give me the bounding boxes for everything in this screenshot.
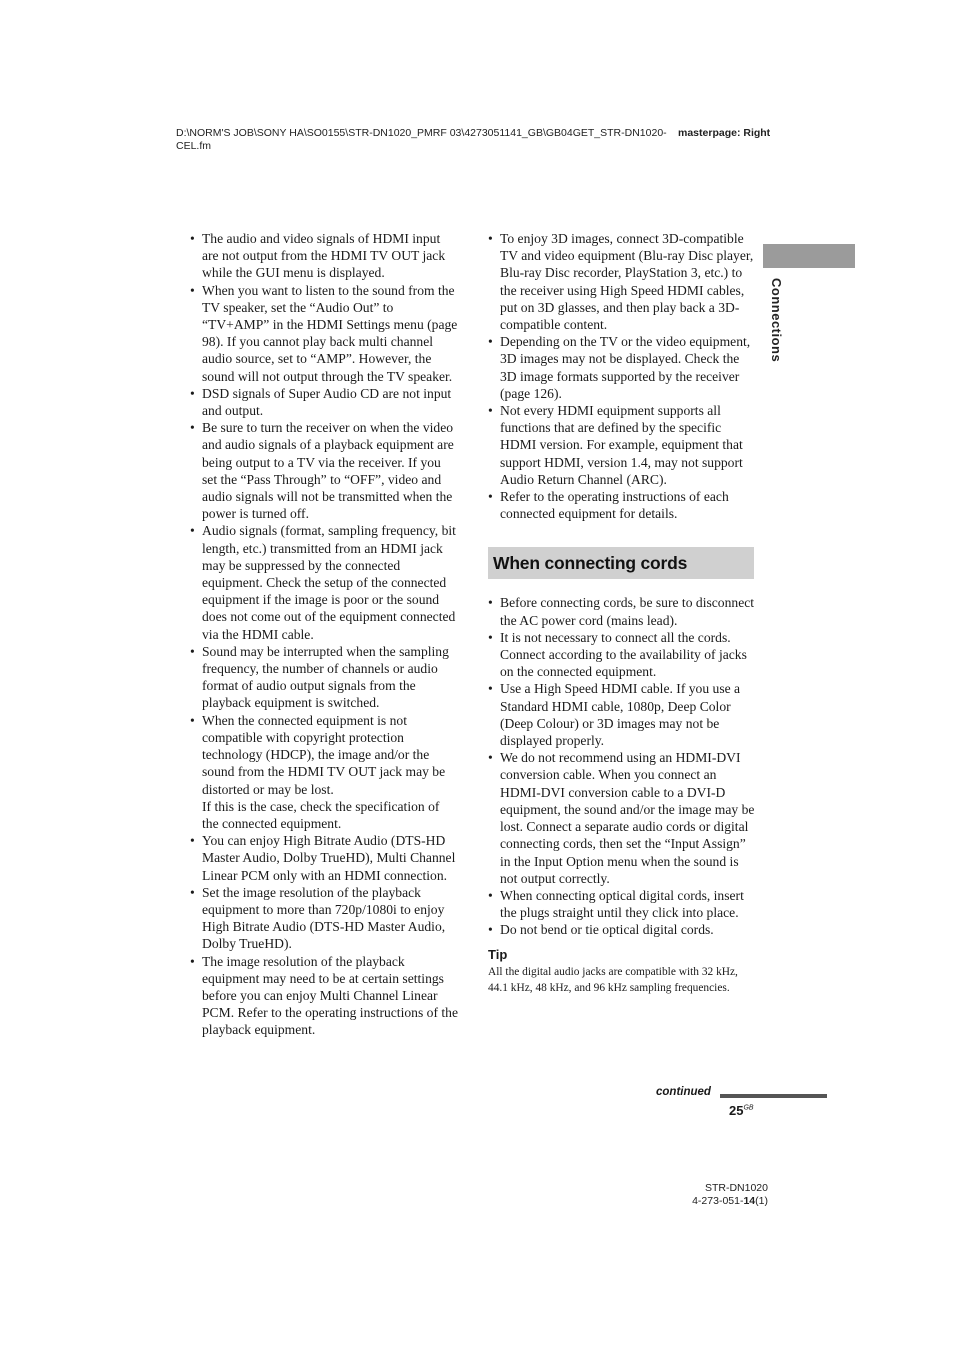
list-item: • When connecting optical digital cords, insert the plugs straight until they click into place. xyxy=(488,887,756,921)
section-heading: When connecting cords xyxy=(493,552,688,573)
list-item: • When you want to listen to the sound from the TV speaker, set the “Audio Out” to “TV+AMP” in the HDMI Settings menu (page 98). If you cannot play back multi channel audio source, set to “AMP”. However, the sound will not output through the TV speaker. xyxy=(190,282,458,385)
list-item: • Not every HDMI equipment supports all functions that are defined by the specific HDMI version. For example, equipment that support HDMI, version 1.4, may not support Audio Return Channel (ARC). xyxy=(488,402,756,488)
list-item: • It is not necessary to connect all the cords. Connect according to the availability of jacks on the connected equipment. xyxy=(488,629,756,681)
document-code xyxy=(680,1195,768,1208)
model-footer xyxy=(680,1182,768,1207)
list-item: • Set the image resolution of the playback equipment to more than 720p/1080i to enjoy High Bitrate Audio (DTS-HD Master Audio, Dolby TrueHD). xyxy=(190,884,458,953)
continued-rule xyxy=(720,1094,827,1098)
tip-heading: Tip xyxy=(488,946,508,962)
document-code-prefix: 4-273-051- xyxy=(692,1194,744,1207)
document-code-suffix: (1) xyxy=(755,1194,768,1207)
list-item: • Be sure to turn the receiver on when the video and audio signals of a playback equipment are being output to a TV via the receiver. If you set the “Pass Through” to “OFF”, video and audio signals will not be transmitted when the power is turned off. xyxy=(190,419,458,522)
left-bullet-list xyxy=(190,230,458,1039)
hdcp-note: If this is the case, check the specification of the connected equipment. xyxy=(202,798,440,831)
section-tab-label: Connections xyxy=(769,278,784,363)
list-item: • Do not bend or tie optical digital cords. xyxy=(488,921,756,938)
masterpage-label: masterpage: Right xyxy=(678,127,771,139)
model-number: STR-DN1020 xyxy=(704,1182,768,1194)
list-item: • DSD signals of Super Audio CD are not input and output. xyxy=(190,385,458,419)
list-item: • We do not recommend using an HDMI-DVI conversion cable. When you connect an HDMI-DVI conversion cable to a DVI-D equipment, the sound and/or the image may be lost. Connect a separate audio cords or digital connecting cords, then set the “Input Assign” in the Input Option menu when the sound is not output correctly. xyxy=(488,749,756,887)
list-item: • The image resolution of the playback equipment may need to be at certain settings before you can enjoy Multi Channel Linear PCM. Refer to the operating instructions of the playback equipment. xyxy=(190,953,458,1039)
section-heading-box xyxy=(488,547,754,579)
list-item-hdcp xyxy=(190,712,458,832)
list-item: • To enjoy 3D images, connect 3D-compatible TV and video equipment (Blu-ray Disc player, Blu-ray Disc recorder, PlayStation 3, etc.) to the receiver using High Speed HDMI cables, put on 3D glasses, and then play back a 3D-compatible content. xyxy=(488,230,756,333)
right-column xyxy=(488,230,756,996)
list-item: • The audio and video signals of HDMI input are not output from the HDMI TV OUT jack while the GUI menu is displayed. xyxy=(190,230,458,282)
list-item-text: When the connected equipment is not compatible with copyright protection technology (HDCP), the image and/or the sound from the HDMI TV OUT jack may be distorted or may be lost. xyxy=(202,712,446,797)
list-item: • Depending on the TV or the video equipment, 3D images may not be displayed. Check the 3D image formats supported by the receiver (page 126). xyxy=(488,333,756,402)
page-number xyxy=(729,1103,754,1118)
section-tab-bar xyxy=(763,244,855,268)
page-number-suffix: GB xyxy=(743,1104,754,1112)
list-item: • Audio signals (format, sampling frequency, bit length, etc.) transmitted from an HDMI jack may be suppressed by the connected equipment. Check the setup of the connected equipment if the image is poor or the sound does not come out of the equipment connected via the HDMI cable. xyxy=(190,522,458,642)
list-item: • Before connecting cords, be sure to disconnect the AC power cord (mains lead). xyxy=(488,594,756,628)
page-number-value: 25 xyxy=(729,1103,744,1118)
right-bullet-list xyxy=(488,230,756,522)
list-item: • Use a High Speed HDMI cable. If you use a Standard HDMI cable, 1080p, Deep Color (Deep Colour) or 3D images may not be displayed properly. xyxy=(488,680,756,749)
tip-text: All the digital audio jacks are compatible with 32 kHz, 44.1 kHz, 48 kHz, and 96 kHz sampling frequencies. xyxy=(488,965,738,994)
list-item: • You can enjoy High Bitrate Audio (DTS-HD Master Audio, Dolby TrueHD), Multi Channel Linear PCM only with an HDMI connection. xyxy=(190,832,458,884)
cords-bullet-list xyxy=(488,594,756,938)
list-item: • Refer to the operating instructions of each connected equipment for details. xyxy=(488,488,756,522)
left-column xyxy=(190,230,458,1039)
list-item: • Sound may be interrupted when the sampling frequency, the number of channels or audio format of audio output signals from the playback equipment is switched. xyxy=(190,643,458,712)
file-path-header: D:\NORM'S JOB\SONY HA\SO0155\STR-DN1020_PMRF 03\4273051141_GB\GB04GET_STR-DN1020-CEL.fm xyxy=(176,127,667,152)
continued-label: continued xyxy=(656,1086,711,1098)
document-code-bold: 14 xyxy=(743,1194,756,1207)
